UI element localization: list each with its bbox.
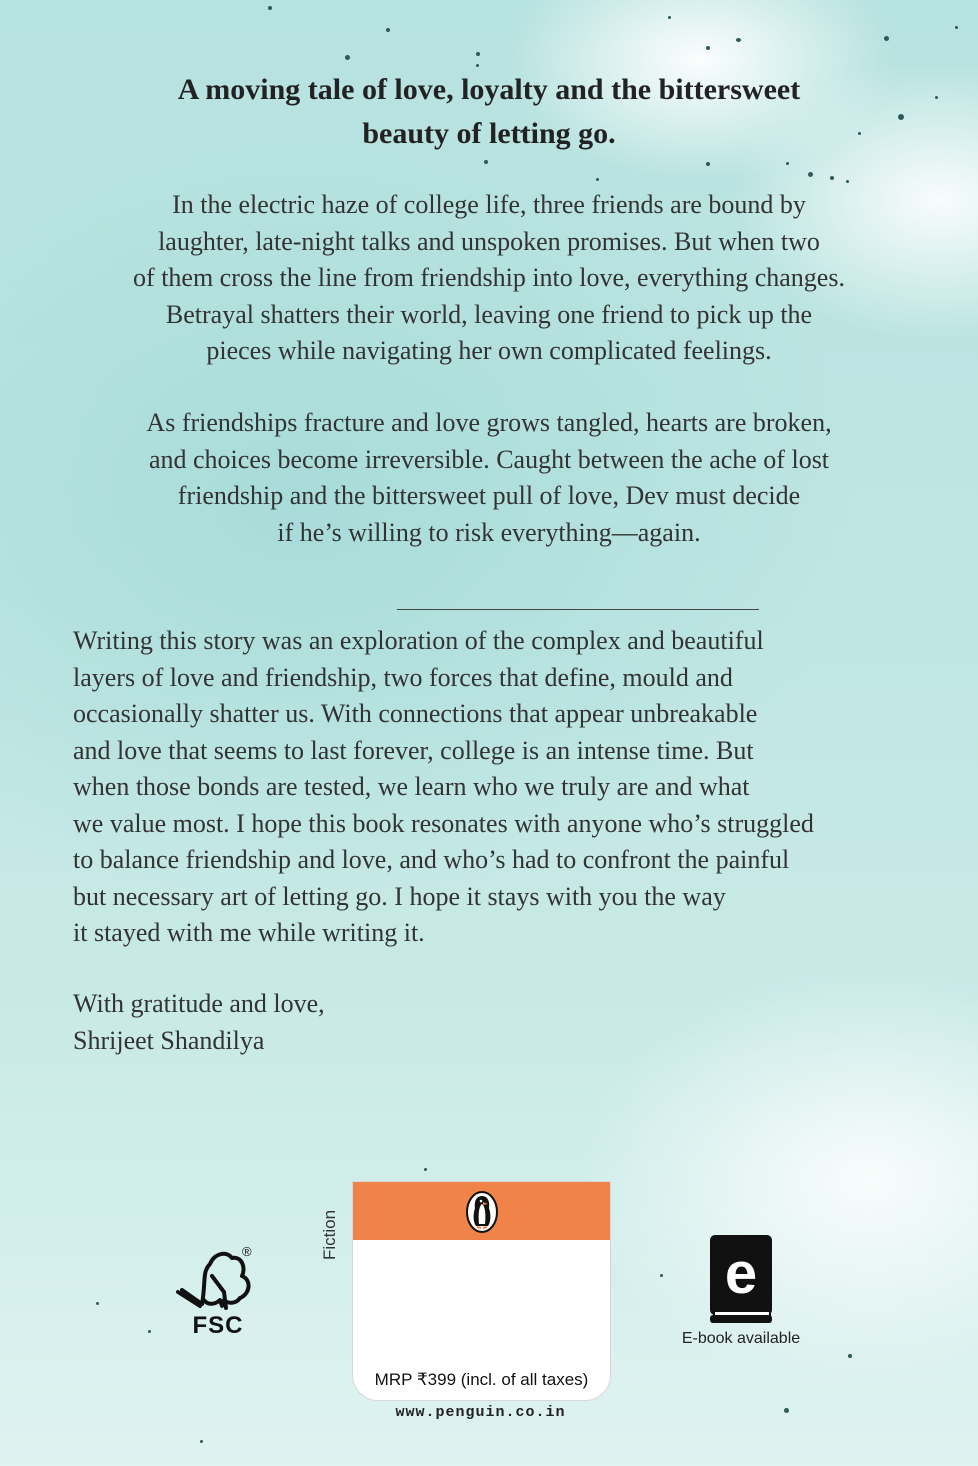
ebook-letter: e (724, 1241, 758, 1306)
ink-speck (386, 28, 390, 32)
ebook-icon (708, 1235, 774, 1323)
note-line: and love that seems to last forever, college is an intense time. But (73, 735, 754, 765)
ink-speck (96, 1302, 99, 1305)
note-line: to balance friendship and love, and who’s had to confront the painful (73, 845, 790, 874)
ink-speck (660, 1274, 663, 1277)
blurb-line: Betrayal shatters their world, leaving one friend to pick up the (165, 299, 813, 329)
section-divider (397, 609, 759, 610)
ink-speck (484, 160, 488, 164)
penguin-icon (465, 1190, 499, 1234)
price-barcode-box (352, 1181, 611, 1401)
ink-speck (808, 172, 813, 177)
ink-speck (736, 38, 741, 42)
ink-speck (786, 162, 789, 165)
ink-speck (706, 46, 710, 50)
ink-speck (846, 180, 849, 183)
author-name: Shrijeet Shandilya (73, 1025, 265, 1055)
tagline-line: A moving tale of love, loyalty and the bittersweet (177, 73, 801, 106)
ink-speck (784, 1408, 789, 1413)
note-line: Writing this story was an exploration of the complex and beautiful (73, 626, 764, 655)
blurb-line: and choices become irreversible. Caught between the ache of lost (148, 444, 830, 474)
author-note (73, 623, 893, 952)
tagline-headline (100, 68, 878, 156)
ink-speck (345, 55, 350, 60)
fsc-label: FSC (192, 1312, 244, 1339)
blurb-paragraph-1 (70, 187, 908, 370)
note-line: when those bonds are tested, we learn who we truly are and what (73, 772, 750, 801)
ink-speck (848, 1354, 852, 1358)
ink-speck (898, 114, 904, 120)
ink-speck (935, 96, 938, 99)
ink-speck (200, 1440, 203, 1443)
blurb-line: laughter, late-night talks and unspoken promises. But when two (158, 226, 820, 256)
ink-speck (668, 16, 671, 19)
ink-speck (268, 6, 272, 10)
note-line: occasionally shatter us. With connections that appear unbreakable (73, 699, 758, 728)
tagline-line: beauty of letting go. (362, 117, 616, 150)
genre-label: Fiction (320, 1209, 339, 1260)
signoff-closing: With gratitude and love, (73, 989, 325, 1018)
ink-speck (476, 52, 480, 56)
note-line: we value most. I hope this book resonates with anyone who’s struggled (73, 808, 814, 838)
blurb-line: As friendships fracture and love grows tangled, hearts are broken, (146, 408, 832, 437)
note-line: but necessary art of letting go. I hope it stays with you the way (73, 881, 726, 911)
ink-speck (706, 162, 710, 166)
ink-speck (148, 1330, 151, 1333)
ebook-label: E-book available (681, 1330, 801, 1347)
ink-speck (955, 26, 958, 29)
blurb-line: if he’s willing to risk everything—again. (277, 517, 701, 547)
publisher-url: www.penguin.co.in (395, 1404, 566, 1421)
ink-speck (424, 1168, 427, 1171)
mrp-price: MRP ₹399 (incl. of all taxes) (374, 1370, 589, 1389)
note-line: it stayed with me while writing it. (73, 918, 425, 947)
blurb-line: of them cross the line from friendship into love, everything changes. (133, 263, 845, 292)
blurb-line: pieces while navigating her own complicated feelings. (206, 336, 772, 365)
ink-speck (884, 36, 889, 41)
ink-speck (596, 178, 599, 181)
registered-mark: ® (242, 1244, 252, 1259)
blurb-paragraph-2 (70, 405, 908, 551)
signoff (73, 986, 573, 1059)
blurb-line: In the electric haze of college life, three friends are bound by (172, 190, 806, 219)
ink-speck (476, 64, 479, 67)
blurb-line: friendship and the bittersweet pull of love, Dev must decide (177, 481, 801, 510)
note-line: layers of love and friendship, two forces that define, mould and (73, 662, 733, 692)
ink-speck (830, 176, 834, 180)
